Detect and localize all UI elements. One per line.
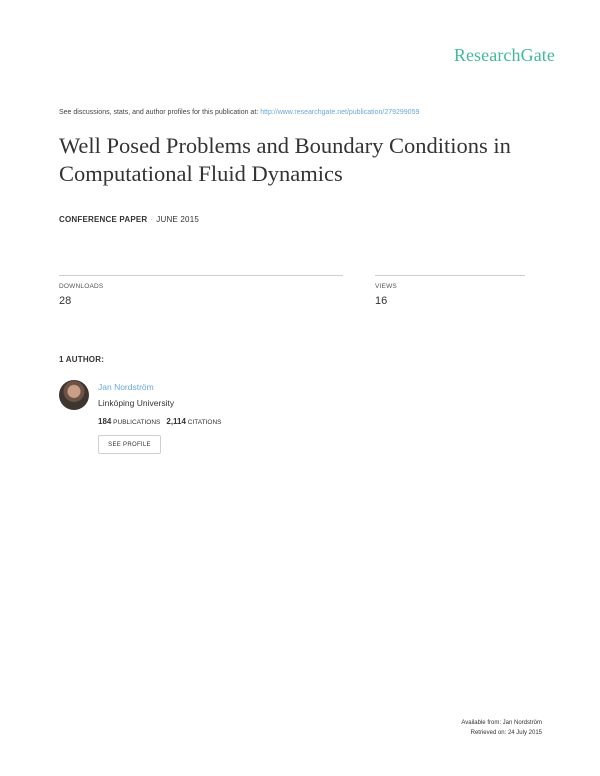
author-name-link[interactable]: Jan Nordström xyxy=(98,382,154,392)
citations-label: CITATIONS xyxy=(187,419,222,426)
available-from: Available from: Jan Nordström xyxy=(461,720,542,726)
retrieval-footer xyxy=(461,718,542,738)
researchgate-logo[interactable]: ResearchGate xyxy=(453,45,555,65)
publications-label: PUBLICATIONS xyxy=(113,419,161,426)
see-profile-button[interactable]: SEE PROFILE xyxy=(98,435,161,454)
paper-type: CONFERENCE PAPER xyxy=(59,215,148,224)
author-counts xyxy=(98,417,221,426)
downloads-stat xyxy=(59,275,343,307)
downloads-value: 28 xyxy=(59,295,72,307)
paper-meta xyxy=(59,215,199,224)
views-label: VIEWS xyxy=(375,283,397,290)
publications-count: 184 xyxy=(98,417,112,426)
discussion-note xyxy=(59,109,419,116)
views-stat xyxy=(375,275,525,307)
authors-heading: 1 AUTHOR: xyxy=(59,355,105,364)
downloads-label: DOWNLOADS xyxy=(59,283,104,290)
paper-title: Well Posed Problems and Boundary Conditions in Computational Fluid Dynamics xyxy=(59,133,511,186)
retrieved-on: Retrieved on: 24 July 2015 xyxy=(470,730,542,736)
views-value: 16 xyxy=(375,295,388,307)
citations-count: 2,114 xyxy=(166,417,186,426)
publication-link[interactable]: http://www.researchgate.net/publication/279299059 xyxy=(260,109,420,116)
meta-separator: · xyxy=(150,215,154,224)
discussion-text: See discussions, stats, and author profiles for this publication at: xyxy=(59,109,259,116)
author-avatar[interactable] xyxy=(59,380,89,410)
author-affiliation: Linköping University xyxy=(98,398,175,408)
paper-date: JUNE 2015 xyxy=(156,215,199,224)
